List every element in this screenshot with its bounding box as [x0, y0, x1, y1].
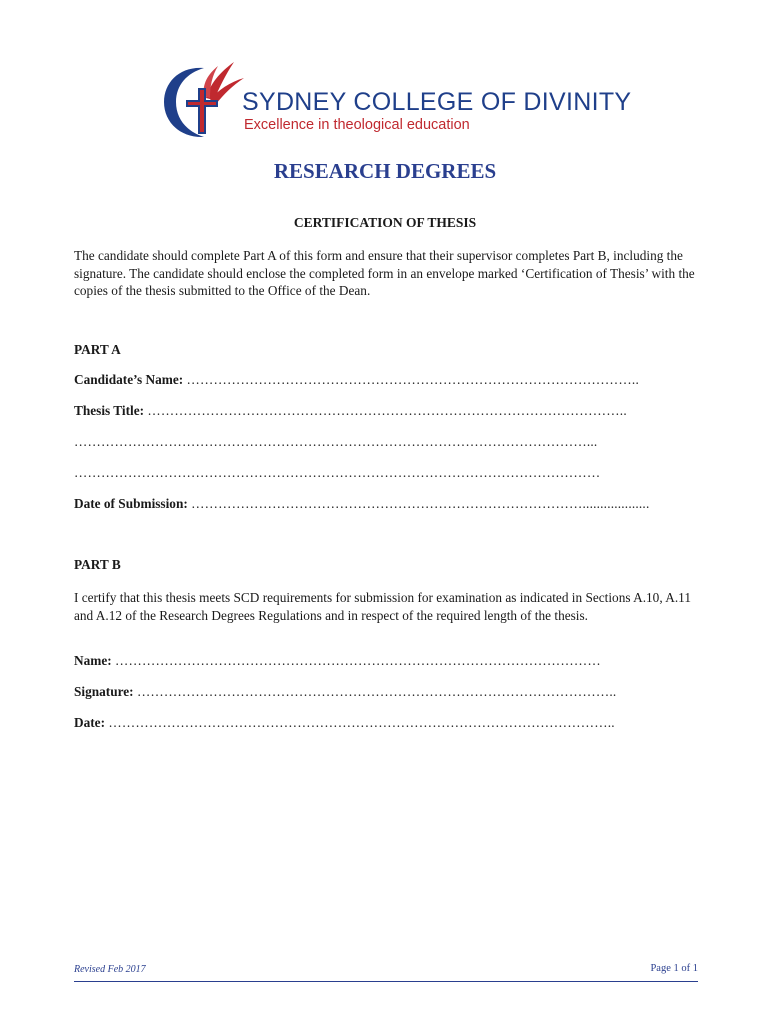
date-of-submission-field[interactable] — [74, 496, 698, 514]
college-logo — [160, 58, 632, 140]
form-subtitle: CERTIFICATION OF THESIS — [293, 215, 477, 230]
part-a-heading: PART A — [74, 342, 121, 357]
college-emblem-icon — [160, 58, 250, 140]
candidate-name-field[interactable] — [74, 372, 698, 390]
field-dots: ……………………………………………………………………………................... — [191, 496, 650, 511]
signature-field[interactable] — [74, 684, 698, 702]
page-title: RESEARCH DEGREES — [273, 159, 497, 183]
revision-note: Revised Feb 2017 — [74, 964, 146, 975]
field-dots: …………………………………………………………………………………………….. — [147, 403, 627, 418]
field-label: Date: — [74, 715, 106, 730]
thesis-title-line-3[interactable] — [74, 465, 698, 483]
field-dots: ……………………………………………………………………………………………… — [115, 653, 601, 668]
certification-statement: I certify that this thesis meets SCD requirements for submission for examination as indicated in Sections A.10, A.11 and A.12 of the Research Degrees Regulations and in respect of the required length of the thesis. — [74, 590, 691, 623]
supervisor-name-field[interactable] — [74, 653, 698, 671]
field-label: Date of Submission: — [74, 496, 188, 511]
field-dots: ………………………………………………………………………………………………….. — [108, 715, 615, 730]
college-tagline: Excellence in theological education — [244, 117, 470, 133]
part-b-heading: PART B — [74, 557, 121, 572]
field-label: Thesis Title: — [74, 403, 145, 418]
intro-paragraph: The candidate should complete Part A of this form and ensure that their supervisor completes Part B, including the signature. The candidate should enclose the completed form in an envelope marked ‘Certification of Thesis’ with the copies of the thesis submitted to the Office of the Dean. — [74, 248, 695, 298]
field-dots: ……………………………………………………………………………………….. — [186, 372, 639, 387]
field-label: Signature: — [74, 684, 134, 699]
field-dots: …………………………………………………………………………………………….. — [136, 684, 617, 699]
field-dots: ……………………………………………………………………………………………………... — [74, 434, 598, 449]
field-label: Name: — [74, 653, 112, 668]
page-number: Page 1 of 1 — [650, 963, 698, 974]
field-label: Candidate’s Name: — [74, 372, 184, 387]
date-field[interactable] — [74, 715, 698, 733]
field-dots: ……………………………………………………………………………………………………… — [74, 465, 601, 480]
college-name: SYDNEY COLLEGE OF DIVINITY — [242, 88, 632, 116]
thesis-title-line-2[interactable] — [74, 434, 698, 452]
footer-divider — [74, 981, 698, 982]
thesis-title-field[interactable] — [74, 403, 698, 421]
